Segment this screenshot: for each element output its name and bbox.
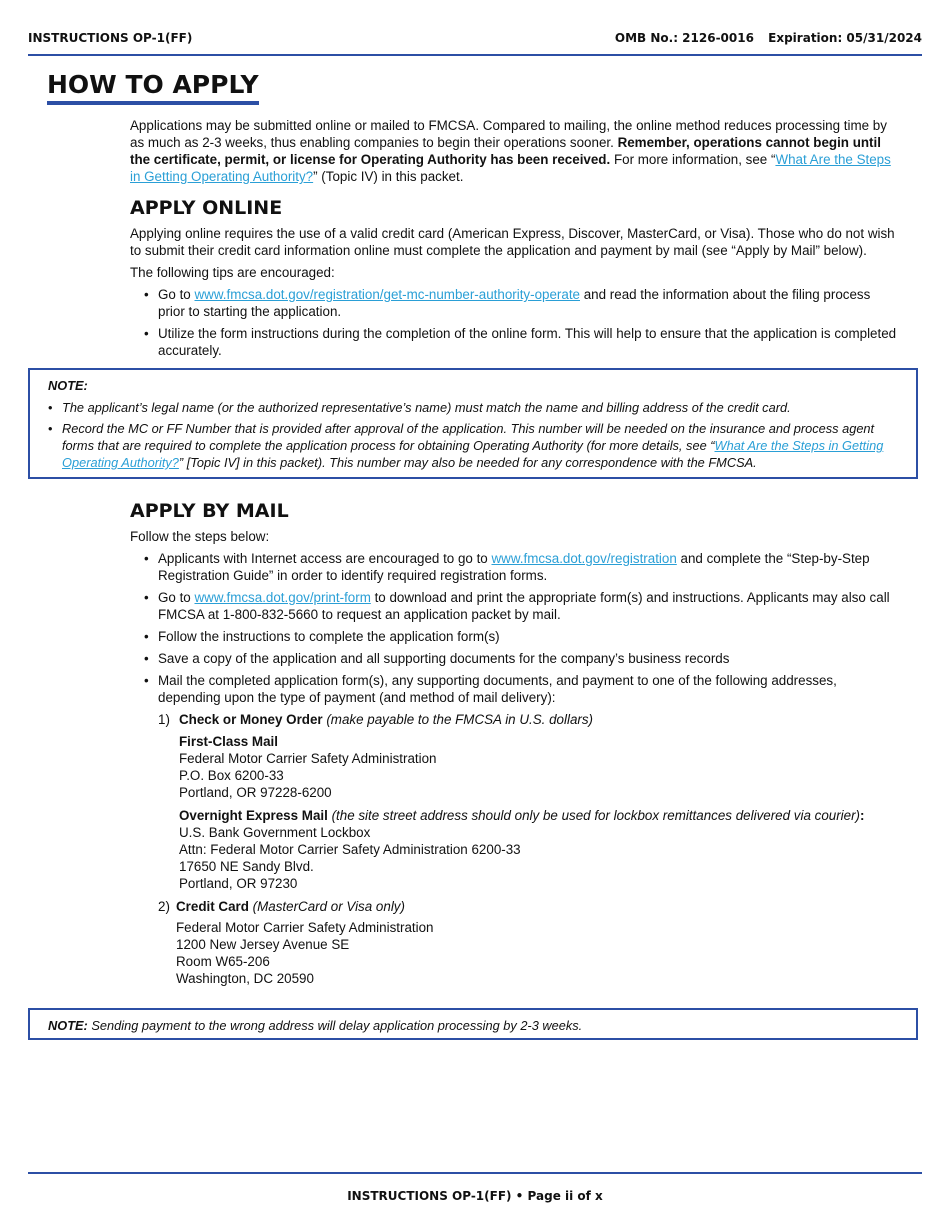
overnight-address: Overnight Express Mail (the site street address should only be used for lockbox remittances delivered via courier): U.S. Bank Government Lockbox Attn: Federal Motor Carrier Safety Administration 6200-33 17650 NE Sandy Blvd. Portland, OR 97230: [179, 808, 865, 891]
omb-number: OMB No.: 2126-0016: [614, 31, 754, 45]
intro-section: [130, 117, 900, 364]
list-item: • Mail the completed application form(s), any supporting documents, and payment to one of the following addresses, depending upon the type of payment (and method of mail delivery):: [158, 672, 900, 706]
payment-type-label: Check or Money Order: [179, 712, 323, 727]
page-title: HOW TO APPLY: [47, 70, 259, 105]
list-item: • Go to www.fmcsa.dot.gov/registration/get-mc-number-authority-operate and read the information about the filing process prior to starting the application.: [158, 286, 900, 320]
omb-info: [605, 31, 922, 45]
apply-mail-heading: APPLY BY MAIL: [130, 500, 289, 522]
tips-intro: The following tips are encouraged:: [130, 265, 335, 280]
list-item: • Record the MC or FF Number that is provided after approval of the application. This number will be needed on the insurance and process agent forms that are required to complete the application process for obtaining Operating Authority (for more details, see “What Are the Steps in Getting Operating Authority?” [Topic IV] in this packet). This number may also be needed for any correspondence with the FMCSA.: [62, 420, 898, 471]
mail-steps-list: [130, 550, 900, 706]
list-item: • The applicant’s legal name (or the authorized representative’s name) must match the name and billing address of the credit card.: [62, 399, 898, 416]
page-footer: INSTRUCTIONS OP-1(FF) • Page ii of x: [347, 1189, 603, 1203]
note-label: NOTE:: [48, 1018, 88, 1033]
note-box-credit-card: [28, 368, 918, 479]
page-header: [28, 30, 922, 54]
steps-topic-link[interactable]: What Are the Steps in Getting Operating Authority?: [62, 438, 884, 470]
note-text: Sending payment to the wrong address will delay application processing by 2-3 weeks.: [87, 1018, 583, 1033]
payment-options: [130, 711, 900, 987]
form-id: INSTRUCTIONS OP-1(FF): [28, 31, 193, 45]
list-item: • Applicants with Internet access are encouraged to go to www.fmcsa.dot.gov/registration and complete the “Step-by-Step Registration Guide” in order to identify required registration forms.: [158, 550, 900, 584]
credit-card-address: Federal Motor Carrier Safety Administration 1200 New Jersey Avenue SE Room W65-206 Washington, DC 20590: [176, 920, 434, 986]
footer-divider: [28, 1172, 922, 1174]
list-item: • Go to www.fmcsa.dot.gov/print-form to download and print the appropriate form(s) and instructions. Applicants may also call FMCSA at 1-800-832-5660 to request an application packet by mail.: [158, 589, 900, 623]
print-form-link[interactable]: www.fmcsa.dot.gov/print-form: [194, 590, 371, 605]
intro-paragraph: Applications may be submitted online or mailed to FMCSA. Compared to mailing, the online method reduces processing time by as much as 2-3 weeks, thus enabling companies to begin their operations sooner. Remember, operations cannot begin until the certificate, permit, or license for Operating Authority has been received. For more information, see “What Are the Steps in Getting Operating Authority?” (Topic IV) in this packet.: [130, 118, 891, 184]
note-label: NOTE:: [48, 378, 88, 393]
authority-operate-link[interactable]: www.fmcsa.dot.gov/registration/get-mc-number-authority-operate: [194, 287, 580, 302]
registration-link[interactable]: www.fmcsa.dot.gov/registration: [491, 551, 677, 566]
mail-intro: Follow the steps below:: [130, 529, 270, 544]
first-class-address: First-Class Mail Federal Motor Carrier Safety Administration P.O. Box 6200-33 Portland, OR 97228-6200: [179, 734, 437, 800]
apply-online-heading: APPLY ONLINE: [130, 197, 283, 219]
note-box-wrong-address: [28, 1008, 918, 1040]
header-divider: [28, 54, 922, 56]
note-list: [48, 399, 898, 471]
payment-type-label: Credit Card: [176, 899, 249, 914]
intro-warning: Remember, operations cannot begin until the certificate, permit, or license for Operating Authority has been received.: [130, 135, 881, 167]
apply-mail-section: [130, 499, 900, 993]
online-tips-list: [130, 286, 900, 359]
steps-topic-link[interactable]: What Are the Steps in Getting Operating Authority?: [130, 152, 891, 184]
list-item: • Utilize the form instructions during the completion of the online form. This will help to ensure that the application is completed accurately.: [158, 325, 900, 359]
expiration-date: Expiration: 05/31/2024: [768, 31, 922, 45]
payment-option-check: 1) Check or Money Order (make payable to the FMCSA in U.S. dollars) First-Class Mail Federal Motor Carrier Safety Administration P.O. Box 6200-33 Portland, OR 97228-6200 Overnight Express Mail (the site street address should only be used for lockbox remittances delivered via courier): U.S. Bank Government Lockbox Attn: Federal Motor Carrier Safety Administration 6200-33 17650 NE Sandy Blvd. Portland, OR 97230: [158, 711, 900, 892]
list-item: • Save a copy of the application and all supporting documents for the company’s business records: [158, 650, 900, 667]
payment-option-credit-card: 2) Credit Card (MasterCard or Visa only) Federal Motor Carrier Safety Administration 1200 New Jersey Avenue SE Room W65-206 Washington, DC 20590: [158, 898, 900, 987]
apply-online-paragraph: Applying online requires the use of a valid credit card (American Express, Discover, MasterCard, or Visa). Those who do not wish to submit their credit card information online must complete the application and payment by mail (see “Apply by Mail” below).: [130, 226, 895, 258]
list-item: • Follow the instructions to complete the application form(s): [158, 628, 900, 645]
